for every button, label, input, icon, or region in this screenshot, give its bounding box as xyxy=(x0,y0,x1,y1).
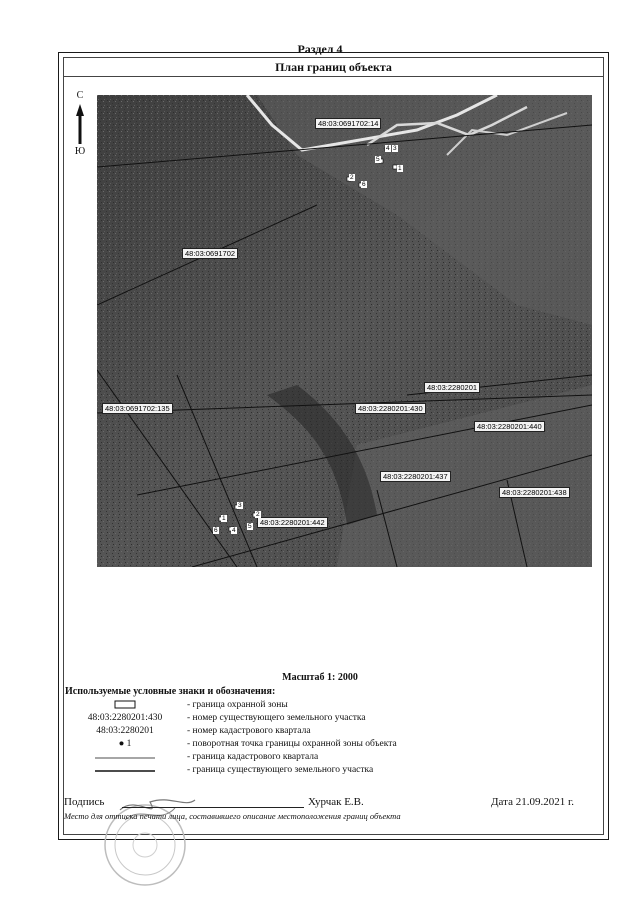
north-arrow-icon xyxy=(72,90,88,170)
zone-boundary-icon xyxy=(114,700,136,710)
signature-person: Хурчак Е.В. xyxy=(308,796,364,808)
point-label: 3 xyxy=(238,502,242,509)
parcel-label: 48:03:0691702:14 xyxy=(315,118,381,129)
point-label: 3 xyxy=(393,145,397,152)
legend-row xyxy=(65,726,605,739)
legend-desc: - граница существующего земельного участка xyxy=(187,765,374,775)
quarter-label: 48:03:2280201 xyxy=(424,382,480,393)
south-letter: Ю xyxy=(74,146,86,157)
legend-symbol xyxy=(65,765,185,778)
legend-desc: - номер существующего земельного участка xyxy=(187,713,366,723)
plan-header: План границ объекта xyxy=(64,58,603,77)
parcel-label: 48:03:2280201:430 xyxy=(355,403,426,414)
legend-row xyxy=(65,765,605,778)
parcel-label: 48:03:2280201:437 xyxy=(380,471,451,482)
point-label: 2 xyxy=(350,174,354,181)
point-label: 2 xyxy=(256,511,260,518)
point-label: 5 xyxy=(376,156,380,163)
parcel-boundary-icon xyxy=(95,765,155,775)
legend-row xyxy=(65,713,605,726)
quarter-boundary-icon xyxy=(95,752,155,762)
stamp-note: Место для оттиска печати лица, составившего описание местоположения границ объекта xyxy=(64,811,401,821)
parcel-label: 48:03:2280201:438 xyxy=(499,487,570,498)
point-label: 1 xyxy=(398,165,402,172)
legend-desc: - номер кадастрового квартала xyxy=(187,726,311,736)
legend-desc: - граница кадастрового квартала xyxy=(187,752,319,762)
point-label: 4 xyxy=(232,527,236,534)
point-label: 1 xyxy=(222,515,226,522)
parcel-label: 48:03:0691702:135 xyxy=(102,403,173,414)
legend-symbol xyxy=(65,700,185,713)
legend-symbol: 48:03:2280201:430 xyxy=(87,713,163,723)
legend-title: Используемые условные знаки и обозначения: xyxy=(65,686,276,697)
scale-label: Масштаб 1: 2000 xyxy=(282,672,358,683)
legend-desc: - граница охранной зоны xyxy=(187,700,288,710)
parcel-label: 48:03:0691702 xyxy=(182,248,238,259)
north-arrow xyxy=(72,90,88,170)
point-label: 6 xyxy=(214,527,218,534)
legend-row xyxy=(65,739,605,752)
section-title: Раздел 4 xyxy=(297,42,343,56)
signature-date: Дата 21.09.2021 г. xyxy=(491,796,574,808)
parcel-label: 48:03:2280201:440 xyxy=(474,421,545,432)
legend-symbol: ● 1 xyxy=(118,739,132,749)
legend-symbol: 48:03:2280201 xyxy=(96,726,154,736)
signature-label: Подпись xyxy=(64,796,105,808)
aerial-map[interactable] xyxy=(97,95,592,567)
point-label: 6 xyxy=(362,181,366,188)
legend-row xyxy=(65,700,605,713)
signature-line xyxy=(122,807,304,808)
signature-row xyxy=(64,796,574,810)
parcel-label: 48:03:2280201:442 xyxy=(257,517,328,528)
legend-symbol xyxy=(65,752,185,765)
point-label: 4 xyxy=(386,145,390,152)
point-label: 5 xyxy=(248,523,252,530)
legend-desc: - поворотная точка границы охранной зоны объекта xyxy=(187,739,397,749)
legend-row xyxy=(65,752,605,765)
north-letter: С xyxy=(76,90,84,101)
